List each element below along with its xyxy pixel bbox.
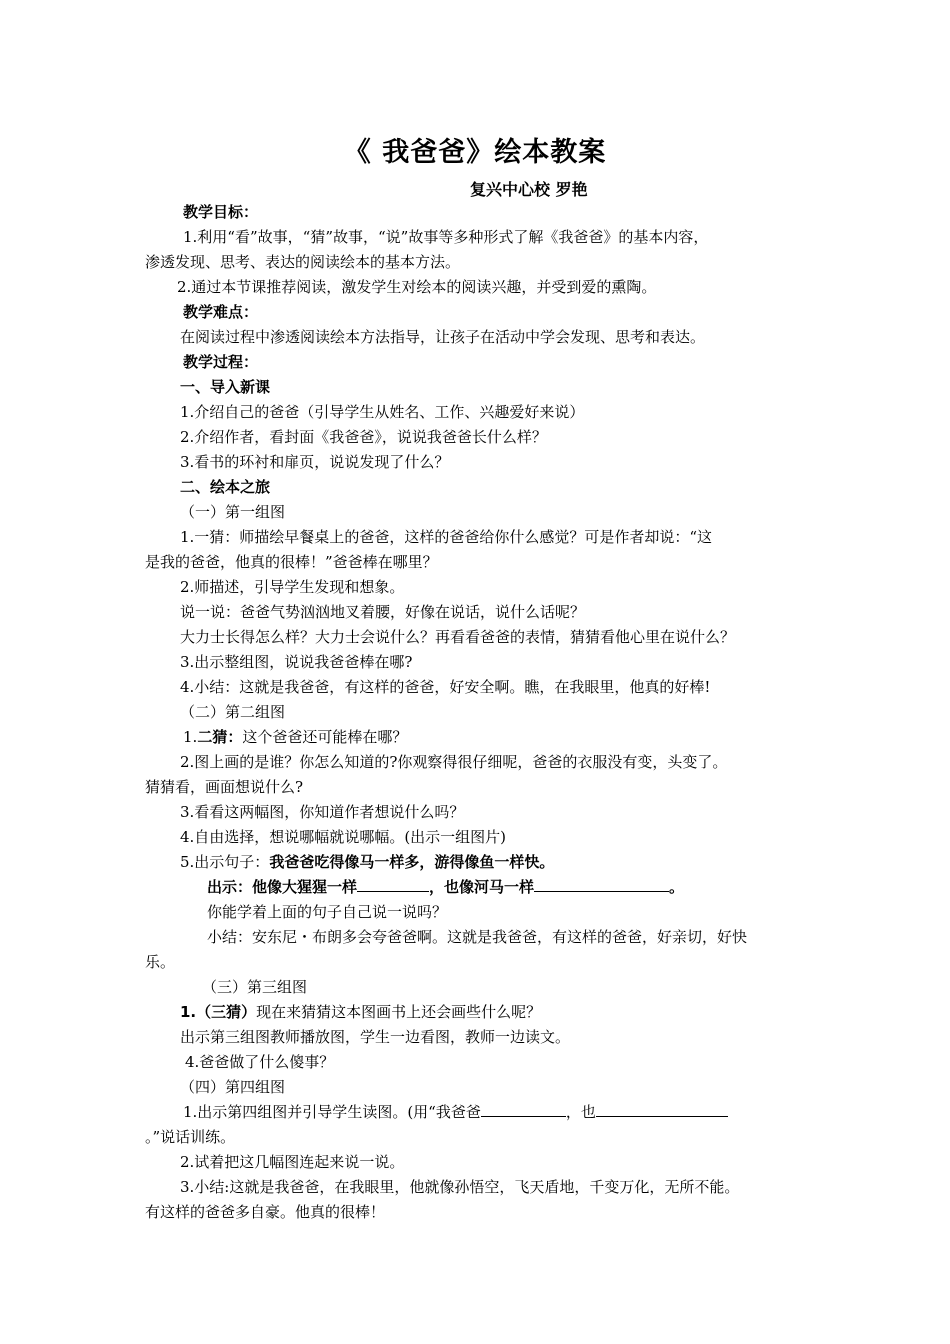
paragraph-line: 4.自由选择，想说哪幅就说哪幅。(出示一组图片)	[180, 828, 507, 846]
group-heading: （四）第四组图	[180, 1078, 286, 1096]
blank-line	[481, 1102, 566, 1117]
line-prefix: 1.	[183, 728, 198, 746]
section-heading-process: 教学过程：	[183, 353, 259, 371]
blank-line	[357, 877, 429, 892]
group-heading: （一）第一组图	[180, 503, 286, 521]
paragraph-line	[183, 727, 407, 747]
paragraph-line: 有这样的爸爸多自豪。他真的很棒！	[145, 1203, 386, 1221]
sentence-part: 出示：他像大猩猩一样	[207, 878, 358, 896]
paragraph-line: 4.爸爸做了什么傻事？	[185, 1053, 335, 1071]
section-heading-goals: 教学目标：	[183, 203, 259, 221]
sentence-part: 。	[669, 878, 685, 896]
author-line: 复兴中心校 罗艳	[470, 180, 588, 199]
group-heading: （二）第二组图	[180, 703, 286, 721]
group-heading: （三）第三组图	[202, 978, 308, 996]
paragraph-line: 渗透发现、思考、表达的阅读绘本的基本方法。	[145, 253, 461, 271]
paragraph-line	[180, 1002, 541, 1022]
bold-phrase: 1.（三猜）	[180, 1003, 257, 1021]
paragraph-line: 1.介绍自己的爸爸（引导学生从姓名、工作、兴趣爱好来说）	[180, 403, 585, 421]
blank-line	[596, 1102, 728, 1117]
paragraph-line: 大力士长得怎么样？大力士会说什么？再看看爸爸的表情，猜猜看他心里在说什么？	[180, 628, 736, 646]
paragraph-line: 2.通过本节课推荐阅读，激发学生对绘本的阅读兴趣，并受到爱的熏陶。	[177, 278, 657, 296]
bold-sentence: 我爸爸吃得像马一样多，游得像鱼一样快。	[269, 853, 555, 871]
bold-phrase: 二猜：	[197, 728, 243, 746]
paragraph-line: 说一说：爸爸气势汹汹地叉着腰，好像在说话，说什么话呢？	[180, 603, 586, 621]
line-prefix: 5.出示句子：	[180, 853, 270, 871]
blank-line	[534, 877, 669, 892]
paragraph-line: 1.利用“看”故事，“猜”故事，“说”故事等多种形式了解《我爸爸》的基本内容，	[183, 228, 709, 246]
sentence-part: ，也像河马一样	[429, 878, 535, 896]
sentence-part: 1.出示第四组图并引导学生读图。(用“我爸爸	[183, 1103, 481, 1121]
paragraph-line: 1.一猜：师描绘早餐桌上的爸爸，这样的爸爸给你什么感觉？可是作者却说：“这	[180, 528, 712, 546]
paragraph-line	[180, 852, 554, 872]
line-text: 这个爸爸还可能棒在哪？	[242, 728, 408, 746]
section-heading-difficulty: 教学难点：	[183, 303, 259, 321]
fill-in-sentence	[207, 877, 684, 897]
paragraph-line: 你能学着上面的句子自己说一说吗？	[207, 903, 448, 921]
paragraph-line: 是我的爸爸，他真的很棒！”爸爸棒在哪里？	[145, 553, 438, 571]
paragraph-line: 3.出示整组图，说说我爸爸棒在哪?	[180, 653, 413, 671]
paragraph-line: 3.看看这两幅图，你知道作者想说什么吗？	[180, 803, 465, 821]
paragraph-line: 猜猜看，画面想说什么?	[145, 778, 304, 796]
paragraph-line: 在阅读过程中渗透阅读绘本方法指导，让孩子在活动中学会发现、思考和表达。	[180, 328, 706, 346]
paragraph-line: 3.小结:这就是我爸爸，在我眼里，他就像孙悟空，飞天盾地，千变万化，无所不能。	[180, 1178, 740, 1196]
paragraph-line: 2.师描述，引导学生发现和想象。	[180, 578, 405, 596]
line-text: 现在来猜猜这本图画书上还会画些什么呢？	[256, 1003, 542, 1021]
subsection-heading: 一、导入新课	[180, 378, 271, 396]
sentence-part: ，也	[565, 1103, 596, 1121]
paragraph-line: 乐。	[145, 953, 176, 971]
paragraph-line: 。”说话训练。	[145, 1128, 236, 1146]
subsection-heading: 二、绘本之旅	[180, 478, 271, 496]
paragraph-line: 小结：安东尼・布朗多会夸爸爸啊。这就是我爸爸，有这样的爸爸，好亲切，好快	[207, 928, 748, 946]
paragraph-line: 出示第三组图教师播放图，学生一边看图，教师一边读文。	[180, 1028, 571, 1046]
paragraph-line: 2.试着把这几幅图连起来说一说。	[180, 1153, 405, 1171]
document-title: 《 我爸爸》绘本教案	[343, 137, 607, 168]
paragraph-line: 2.图上画的是谁？你怎么知道的?你观察得很仔细呢，爸爸的衣服没有变，头变了。	[180, 753, 728, 771]
paragraph-line: 2.介绍作者，看封面《我爸爸》，说说我爸爸长什么样？	[180, 428, 547, 446]
fill-in-sentence	[183, 1102, 728, 1122]
paragraph-line: 4.小结：这就是我爸爸，有这样的爸爸，好安全啊。瞧，在我眼里，他真的好棒!	[180, 678, 711, 696]
paragraph-line: 3.看书的环衬和扉页，说说发现了什么？	[180, 453, 450, 471]
